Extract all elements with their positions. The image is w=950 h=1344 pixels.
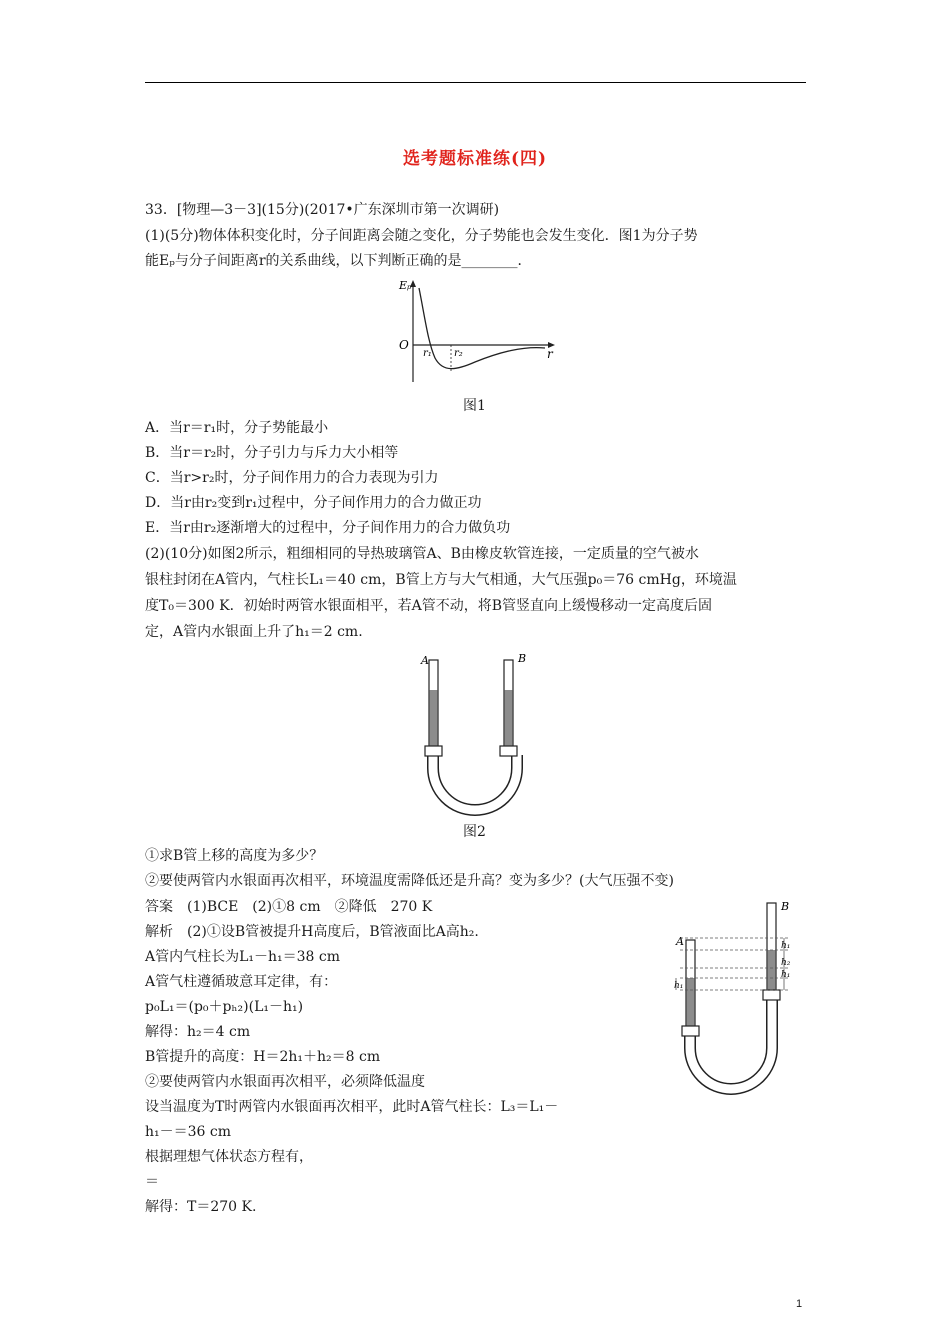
question-header: 33．[物理—3－3](15分)(2017•广东深圳市第一次调研) bbox=[145, 202, 500, 218]
q2-text-line-1: (2)(10分)如图2所示，粗细相同的导热玻璃管A、B由橡皮软管连接，一定质量的空气被水 bbox=[145, 546, 699, 562]
analysis-line-11: ＝ bbox=[145, 1174, 159, 1190]
figure-3-u-tube-heights bbox=[660, 898, 800, 1098]
q2-text-line-2: 银柱封闭在A管内，气柱长L₁＝40 cm，B管上方与大气相通，大气压强p₀＝76 cmHg，环境温 bbox=[145, 572, 737, 588]
analysis-line-4: p₀L₁＝(p₀＋pₕ₂)(L₁－h₁) bbox=[145, 999, 304, 1015]
option-e: E．当r由r₂逐渐增大的过程中，分子间作用力的合力做负功 bbox=[145, 520, 511, 536]
fig1-origin-label: O bbox=[399, 338, 409, 352]
fig3-label-b: B bbox=[781, 900, 790, 913]
analysis-line-1: 解析 (2)①设B管被提升H高度后，B管液面比A高h₂. bbox=[145, 924, 479, 940]
analysis-line-6: B管提升的高度：H＝2h₁＋h₂＝8 cm bbox=[145, 1049, 381, 1065]
analysis-line-10: 根据理想气体状态方程有， bbox=[145, 1149, 313, 1165]
q2-text-line-4: 定，A管内水银面上升了h₁＝2 cm. bbox=[145, 624, 363, 640]
header-rule bbox=[145, 82, 806, 83]
fig1-y-label: Eₚ bbox=[399, 279, 412, 292]
figure-2-caption: 图2 bbox=[463, 824, 486, 840]
sub-question-1: ①求B管上移的高度为多少？ bbox=[145, 848, 324, 864]
option-b: B．当r＝r₂时，分子引力与斥力大小相等 bbox=[145, 445, 399, 461]
fig1-r2-label: r₂ bbox=[454, 348, 463, 359]
analysis-line-2: A管内气柱长为L₁－h₁＝38 cm bbox=[145, 949, 341, 965]
fig3-label-a: A bbox=[676, 935, 684, 948]
analysis-line-12: 解得：T＝270 K. bbox=[145, 1199, 257, 1215]
analysis-line-7: ②要使两管内水银面再次相平，必须降低温度 bbox=[145, 1074, 425, 1090]
figure-2-u-tube bbox=[415, 650, 535, 815]
fig3-h1-left: h₁ bbox=[674, 981, 684, 991]
figure-1-potential-curve bbox=[395, 278, 565, 386]
analysis-line-3: A管气柱遵循玻意耳定律，有： bbox=[145, 974, 338, 990]
page-title: 选考题标准练(四) bbox=[402, 149, 548, 169]
fig1-x-label: r bbox=[547, 347, 553, 361]
fig2-label-b: B bbox=[518, 652, 527, 665]
answer-line: 答案 (1)BCE (2)①8 cm ②降低 270 K bbox=[145, 899, 433, 915]
fig3-h1-top: h₁ bbox=[781, 941, 791, 951]
option-a: A．当r＝r₁时，分子势能最小 bbox=[145, 420, 329, 436]
fig1-r1-label: r₁ bbox=[423, 348, 432, 359]
fig2-label-a: A bbox=[421, 654, 429, 667]
q2-text-line-3: 度T₀＝300 K．初始时两管水银面相平，若A管不动，将B管竖直向上缓慢移动一定高度后固 bbox=[145, 598, 712, 614]
option-d: D．当r由r₂变到r₁过程中，分子间作用力的合力做正功 bbox=[145, 495, 482, 511]
q1-text-line-1: (1)(5分)物体体积变化时，分子间距离会随之变化，分子势能也会发生变化．图1为分子势 bbox=[145, 228, 698, 244]
fig3-h2: h₂ bbox=[781, 958, 791, 968]
analysis-line-5: 解得：h₂＝4 cm bbox=[145, 1024, 251, 1040]
fig3-h1-right: h₁ bbox=[781, 970, 791, 980]
page-number: 1 bbox=[796, 1298, 803, 1310]
figure-1-caption: 图1 bbox=[463, 398, 486, 414]
analysis-line-8: 设当温度为T时两管内水银面再次相平，此时A管气柱长：L₃＝L₁－ bbox=[145, 1099, 559, 1115]
q1-text-line-2: 能Eₚ与分子间距离r的关系曲线，以下判断正确的是________． bbox=[145, 253, 532, 269]
analysis-line-9: h₁－＝36 cm bbox=[145, 1124, 232, 1140]
sub-question-2: ②要使两管内水银面再次相平，环境温度需降低还是升高？变为多少？(大气压强不变) bbox=[145, 873, 674, 889]
option-c: C．当r>r₂时，分子间作用力的合力表现为引力 bbox=[145, 470, 439, 486]
